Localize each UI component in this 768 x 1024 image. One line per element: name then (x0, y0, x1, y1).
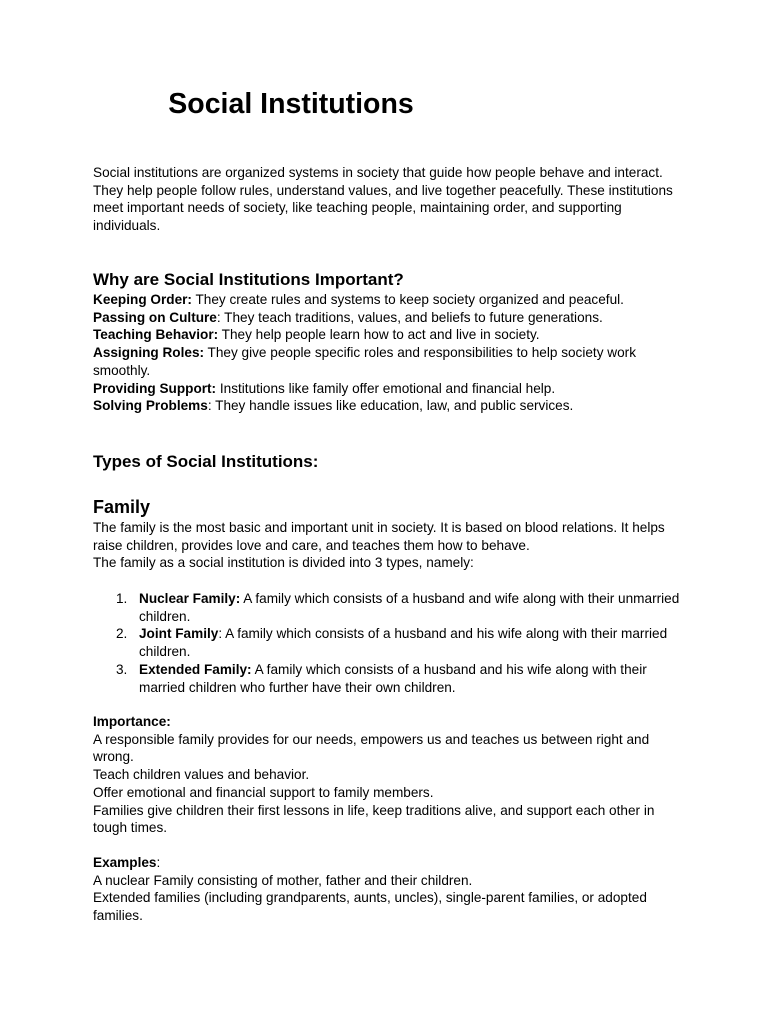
family-importance-line: Families give children their first lessons in life, keep traditions alive, and support each other in tough times. (93, 802, 655, 836)
family-types-list (93, 590, 683, 696)
family-example-line: A nuclear Family consisting of mother, father and their children. (93, 872, 473, 888)
types-heading: Types of Social Institutions: (93, 452, 319, 471)
importance-text: : They teach traditions, values, and beliefs to future generations. (216, 309, 603, 325)
page-title: Social Institutions (168, 88, 414, 120)
importance-text: They give people specific roles and responsibilities to help society work smoothly. (93, 345, 636, 378)
family-examples-label-text: Examples (93, 855, 157, 870)
family-type-text: : A family which consists of a husband and his wife along with their married children. (139, 626, 668, 660)
family-examples (93, 854, 683, 925)
family-importance-label (93, 713, 683, 731)
intro-paragraph (93, 164, 683, 235)
family-example-line: Extended families (including grandparents, aunts, uncles), single-parent families, or adopted families. (93, 890, 647, 924)
importance-term: Assigning Roles: (93, 345, 205, 361)
family-importance-line: Teach children values and behavior. (93, 767, 310, 783)
family-description (93, 519, 683, 572)
list-number: 1. (116, 591, 128, 606)
family-examples-label (93, 854, 683, 872)
importance-item (93, 309, 683, 327)
family-type-term: Joint Family (139, 626, 219, 642)
importance-text: Institutions like family offer emotional and financial help. (216, 380, 556, 396)
family-importance-line: A responsible family provides for our needs, empowers us and teaches us between right and wrong. (93, 731, 650, 765)
list-item (93, 661, 683, 696)
family-paragraph: The family as a social institution is divided into 3 types, namely: (93, 555, 474, 571)
intro-text: Social institutions are organized systems in society that guide how people behave and interact. They help people follow rules, understand values, and live together peacefully. These institutions meet important needs of society, like teaching people, maintaining order, and supporting individuals. (93, 165, 673, 234)
family-section (93, 495, 683, 572)
family-type-term: Extended Family: (139, 661, 252, 677)
importance-term: Teaching Behavior: (93, 327, 219, 343)
family-heading: Family (93, 497, 151, 517)
importance-text: : They handle issues like education, law, and public services. (207, 398, 574, 414)
list-number: 3. (116, 661, 128, 677)
family-importance-line: Offer emotional and financial support to family members. (93, 784, 434, 800)
family-paragraph: The family is the most basic and important unit in society. It is based on blood relations. It helps raise children, provides love and care, and teaches them how to behave. (93, 520, 665, 553)
importance-term: Solving Problems (93, 398, 208, 414)
importance-item (93, 326, 683, 344)
importance-item (93, 344, 683, 379)
importance-term: Keeping Order: (93, 292, 192, 307)
importance-heading: Why are Social Institutions Important? (93, 270, 404, 289)
importance-list (93, 291, 683, 415)
importance-text: They help people learn how to act and live in society. (218, 327, 540, 343)
list-item (93, 590, 683, 625)
importance-section (93, 269, 683, 415)
importance-term: Passing on Culture (93, 309, 217, 325)
family-type-text: A family which consists of a husband and his wife along with their married children who further have their own children. (139, 661, 647, 695)
family-importance (93, 713, 683, 837)
importance-text: They create rules and systems to keep society organized and peaceful. (191, 292, 624, 307)
importance-item (93, 397, 683, 415)
types-section (93, 451, 683, 473)
importance-item (93, 291, 683, 309)
family-type-text: A family which consists of a husband and wife along with their unmarried children. (139, 591, 680, 624)
list-item (93, 625, 683, 660)
list-number: 2. (116, 626, 128, 642)
family-examples-label-suffix: : (156, 855, 161, 870)
importance-item (93, 380, 683, 398)
family-importance-label-text: Importance: (93, 714, 171, 729)
importance-term: Providing Support: (93, 380, 217, 396)
family-type-term: Nuclear Family: (139, 591, 241, 606)
